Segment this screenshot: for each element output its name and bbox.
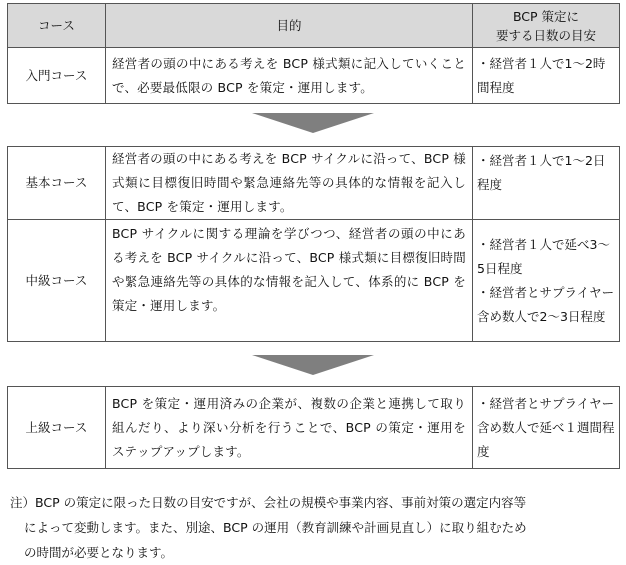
header-days-line1: BCP 策定に <box>512 8 580 24</box>
header-days <box>473 4 620 48</box>
intro-row <box>8 48 620 104</box>
basic-course-name: 基本コース <box>8 147 106 220</box>
intro-days-item: ・経営者１人で1～2時間程度 <box>477 55 606 95</box>
intermediate-course-name: 中級コース <box>8 220 106 342</box>
header-days-line2: 要する日数の目安 <box>495 27 596 43</box>
advanced-course-purpose: BCP を策定・運用済みの企業が、複数の企業と連携して取り組んだり、より深い分析を行うことで、BCP の策定・運用をステップアップします。 <box>106 387 473 469</box>
intro-course-purpose: 経営者の頭の中にある考えを BCP 様式類に記入していくことで、必要最低限の BCP を策定・運用します。 <box>106 48 473 104</box>
advanced-table <box>7 386 620 469</box>
basic-row <box>8 147 620 220</box>
advanced-course-name: 上級コース <box>8 387 106 469</box>
intro-course-name: 入門コース <box>8 48 106 104</box>
intro-course-days <box>473 48 620 104</box>
footnote-line-1: 注）BCP の策定に限った日数の目安ですが、会社の規模や事業内容、事前対策の選定内容等 <box>10 495 527 510</box>
intermediate-course-purpose: BCP サイクルに関する理論を学びつつ、経営者の頭の中にある考えを BCP サイクルに沿って、BCP 様式類に目標復旧時間や緊急連絡先等の具体的な情報を記入して、体系的に BCP を策定・運用します。 <box>106 220 473 342</box>
intermediate-days-item-2: ・経営者とサプライヤー含め数人で2～3日程度 <box>477 284 615 324</box>
down-arrow-1 <box>252 113 374 133</box>
footnote <box>10 490 616 565</box>
basic-course-purpose: 経営者の頭の中にある考えを BCP サイクルに沿って、BCP 様式類に目標復旧時間や緊急連絡先等の具体的な情報を記入して、BCP を策定・運用します。 <box>106 147 473 220</box>
header-row <box>8 4 620 48</box>
main-table <box>7 146 620 342</box>
intermediate-row <box>8 220 620 342</box>
advanced-course-days <box>473 387 620 469</box>
basic-days-item: ・経営者１人で1～2日程度 <box>477 153 606 192</box>
footnote-line-3: の時間が必要となります。 <box>24 545 174 560</box>
down-arrow-2 <box>252 355 374 375</box>
intro-table <box>7 3 620 104</box>
basic-course-days <box>473 147 620 220</box>
header-course: コース <box>8 4 106 48</box>
header-purpose: 目的 <box>106 4 473 48</box>
intermediate-days-item-1: ・経営者１人で延べ3～5日程度 <box>477 236 610 276</box>
advanced-days-item: ・経営者とサプライヤー含め数人で延べ１週間程度 <box>477 395 615 459</box>
footnote-line-2: によって変動します。また、別途、BCP の運用（教育訓練や計画見直し）に取り組むため <box>24 520 527 535</box>
advanced-row <box>8 387 620 469</box>
intermediate-course-days <box>473 220 620 342</box>
